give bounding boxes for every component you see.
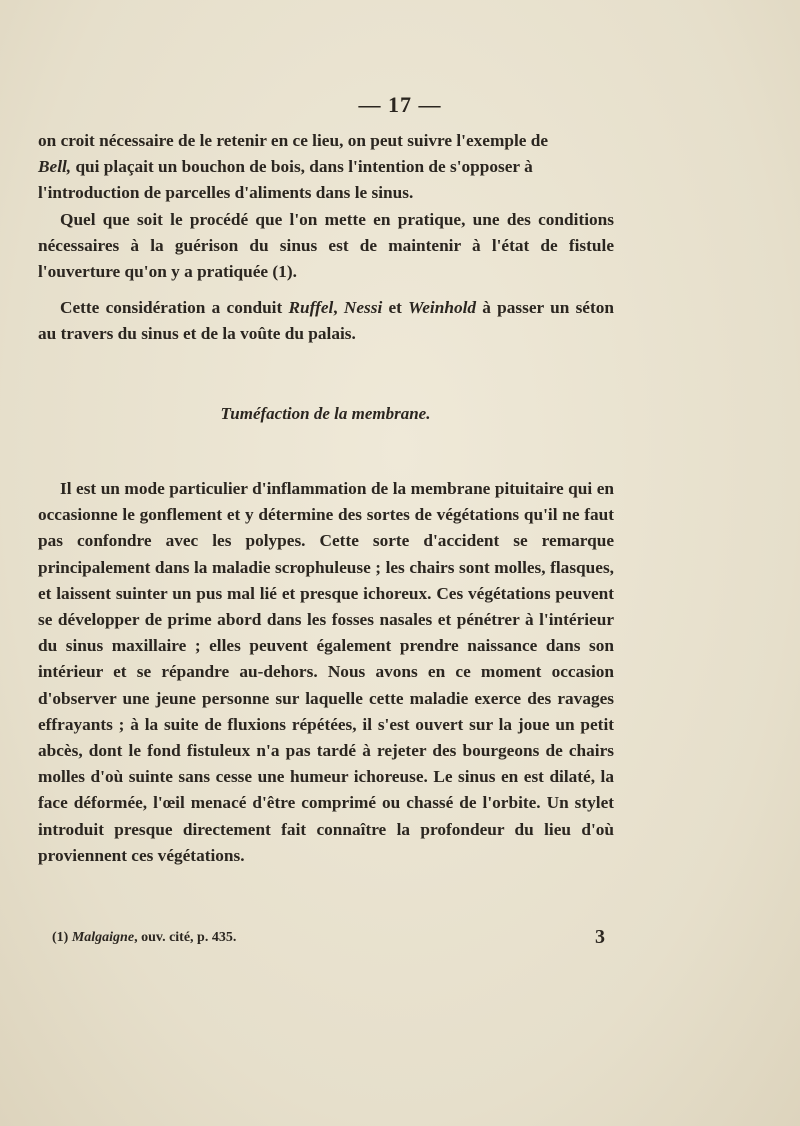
paragraph-4-text: Il est un mode particulier d'inflammation de la membrane pituitaire qui en occasionne le gonflement et y détermine des sortes de végétations qu'il ne faut pas confondre avec les polypes. Cette sorte d'accident se remarque principalement dans la maladie scrophuleuse ; les chairs sont molles, flasques, et laissent suinter un pus mal lié et presque ichoreux. Ces végétations peuvent se développer de prime abord dans les fosses nasales et pénétrer à l'intérieur du sinus maxillaire ; elles peuvent également prendre naissance dans son intérieur et se répandre au-dehors. Nous avons en ce moment occasion d'observer une jeune personne sur laquelle cette maladie exerce des ravages effrayants ; à la suite de fluxions répétées, il s'est ouvert sur la joue un petit abcès, dont le fond fistuleux n'a pas tardé à rejeter des bourgeons de chairs molles d'où suinte sans cesse une humeur ichoreuse. Le sinus en est dilaté, la face déformée, l'œil menacé d'être comprimé ou chassé de l'orbite. Un stylet introduit presque directement fait connaître la profondeur du lieu d'où proviennent ces végétations. (38, 479, 614, 865)
paragraph-3 (38, 295, 614, 347)
paragraph-1-line-3: l'introduction de parcelles d'aliments dans le sinus. (38, 183, 414, 203)
name-weinhold: Weinhold (408, 298, 477, 317)
name-bell: Bell, (38, 157, 72, 177)
paragraph-4 (38, 476, 614, 869)
paragraph-1-line-1: on croit nécessaire de le retenir en ce lieu, on peut suivre l'exemple de (38, 131, 549, 150)
name-ruffel: Ruffel (288, 298, 334, 317)
paragraph-1 (38, 128, 614, 207)
name-nessi: Nessi (343, 298, 383, 317)
paragraph-3-post: à passer un séton au travers du sinus et de la voûte du palais. (38, 298, 614, 344)
section-title: Tuméfaction de la membrane. (220, 404, 431, 423)
signature-mark: 3 (595, 926, 605, 948)
paragraph-1-line-2 (38, 154, 614, 180)
footnote-mark: (1) (52, 930, 72, 945)
page-number: — 17 — (358, 92, 442, 117)
paragraph-3-pre: Cette considération a conduit (60, 298, 289, 317)
footnote-author: Malgaigne (71, 930, 135, 945)
footnote-rest: , ouv. cité, p. 435. (134, 930, 237, 945)
paragraph-1-line-2-rest: qui plaçait un bouchon de bois, dans l'intention de s'opposer à (71, 157, 533, 177)
paragraph-3-sep1: , (333, 298, 344, 317)
paragraph-3-sep2: et (382, 298, 409, 317)
paragraph-3-text (38, 295, 614, 347)
paragraph-2 (38, 207, 614, 286)
paragraph-2-text: Quel que soit le procédé que l'on mette en pratique, une des conditions nécessaires à la guérison du sinus est de maintenir à l'état de fistule l'ouverture qu'on y a pratiquée (1). (38, 210, 614, 282)
footnote (52, 930, 236, 946)
